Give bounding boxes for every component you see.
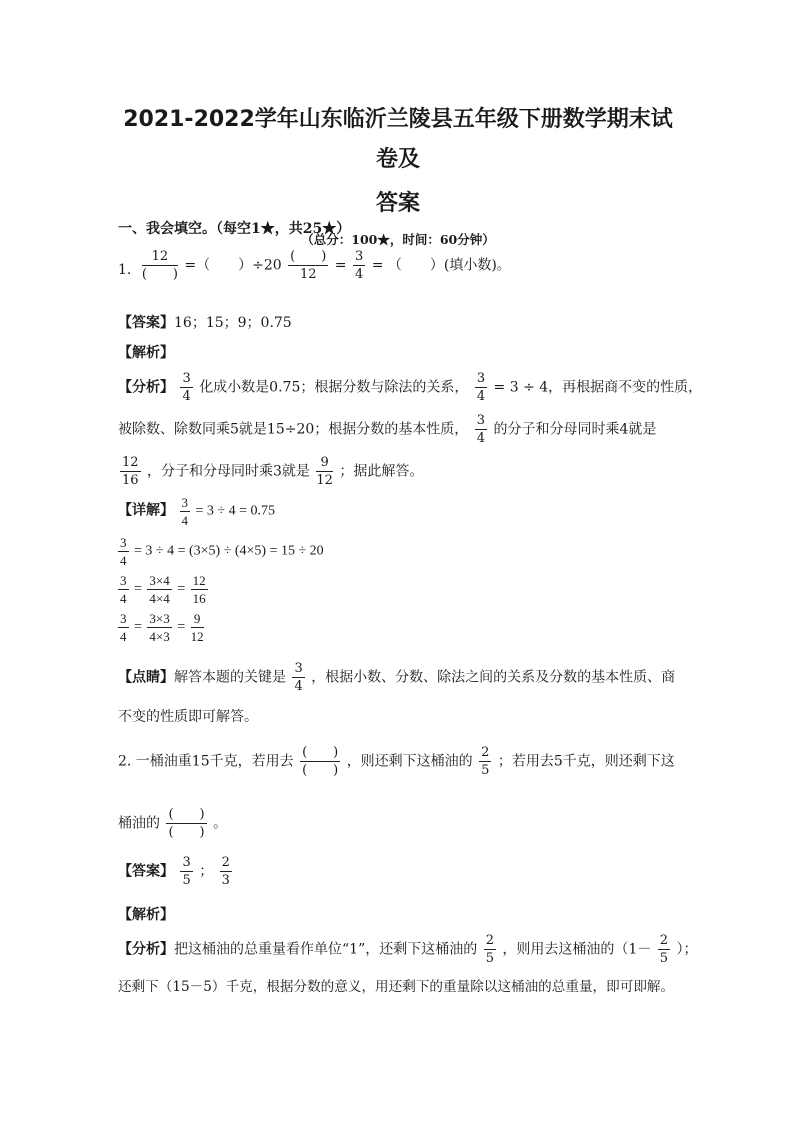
fraction: $\frac{3}{4}$ xyxy=(120,535,127,568)
fraction: $\frac{3}{4}$ xyxy=(476,413,485,446)
section-heading: 一、我会填空。（每空1★，共25★） xyxy=(118,221,351,237)
fraction: $\frac{3}{4}$ xyxy=(120,573,127,606)
answer-line-2: 【答案】 $\frac{3}{5}$ ； $\frac{2}{3}$ xyxy=(118,855,230,888)
fraction: $\frac{12}{( )}$ xyxy=(141,249,178,282)
blank-fraction: $\frac{( )}{( )}$ xyxy=(168,807,205,840)
analysis-2-line-2: 还剩下（15－5）千克，根据分数的意义，用还剩下的重量除以这桶油的总重量，即可即解。 xyxy=(118,979,675,995)
detail-line-3: $\frac{3}{4}$ = $\frac{3\times 4}{4\times 4}$ = $\frac{12}{16}$ xyxy=(120,573,206,606)
question-2-line-2: 桶油的 $\frac{( )}{( )}$ 。 xyxy=(118,807,228,840)
fraction: $\frac{3}{4}$ xyxy=(181,495,188,528)
fraction: $\frac{3}{4}$ xyxy=(182,371,191,404)
analysis-line-2: 被除数、除数同乘5就是15÷20；根据分数的基本性质， $\frac{3}{4}$ 的分子和分母同时乘4就是 xyxy=(118,413,657,446)
answer-value: 16；15；9；0.75 xyxy=(174,315,292,331)
page-title-line2: 答案 xyxy=(375,191,420,216)
question-tail: （ ）(填小数)。 xyxy=(387,257,511,274)
question-1: 1. $\frac{12}{( )}$ =（ ）÷20 $\frac{( )}{12}$ = $\frac{3}{4}$ = （ ）(填小数)。 xyxy=(118,249,511,282)
fraction: $\frac{2}{5}$ xyxy=(481,745,490,778)
question-number: 1. xyxy=(118,262,132,278)
fraction: $\frac{3\times 3}{4\times 3}$ xyxy=(149,611,170,644)
analysis-label-2: 【解析】 xyxy=(118,907,174,923)
question-2-line-1: 2. 一桶油重15千克，若用去 $\frac{( )}{( )}$ ，则还剩下这桶油的 $\frac{2}{5}$ ；若用去5千克，则还剩下这 xyxy=(118,745,675,778)
page-title: 2021-2022学年山东临沂兰陵县五年级下册数学期末试卷及 xyxy=(123,107,673,172)
analysis-2-line-1: 【分析】把这桶油的总重量看作单位“1”，还剩下这桶油的 $\frac{2}{5}$ ，则用去这桶油的（1－ $\frac{2}{5}$ ）； xyxy=(118,933,698,966)
fraction: $\frac{3}{4}$ xyxy=(294,661,303,694)
blank-fraction: $\frac{( )}{( )}$ xyxy=(302,745,339,778)
key-point-line-2: 不变的性质即可解答。 xyxy=(118,709,258,725)
fraction: $\frac{9}{12}$ xyxy=(316,455,333,488)
exam-subtitle: （总分：100★，时间：60分钟） xyxy=(301,232,495,247)
key-point-line-1: 【点睛】解答本题的关键是 $\frac{3}{4}$ ，根据小数、分数、除法之间的关系及分数的基本性质、商 xyxy=(118,661,676,694)
analysis-label: 【解析】 xyxy=(118,345,174,361)
answer-line xyxy=(118,312,292,334)
detail-line-4: $\frac{3}{4}$ = $\frac{3\times 3}{4\times 3}$ = $\frac{9}{12}$ xyxy=(120,611,204,644)
analysis-line-3: $\frac{12}{16}$ ，分子和分母同时乘3就是 $\frac{9}{12}$ ；据此解答。 xyxy=(122,455,424,488)
detail-line-2: $\frac{3}{4}$ = 3 ÷ 4 = (3×5) ÷ (4×5) = 15 ÷ 20 xyxy=(120,535,324,568)
fraction: $\frac{3\times 4}{4\times 4}$ xyxy=(149,573,170,606)
fraction: $\frac{2}{5}$ xyxy=(659,933,669,966)
fraction: $\frac{3}{4}$ xyxy=(120,611,127,644)
fraction: $\frac{3}{4}$ xyxy=(354,249,364,282)
fraction: $\frac{3}{4}$ xyxy=(476,371,486,404)
equation-text: =（ ）÷20 xyxy=(184,257,282,274)
document-page xyxy=(118,100,703,995)
fraction: $\frac{2}{3}$ xyxy=(221,855,230,888)
fraction: $\frac{12}{16}$ xyxy=(122,455,139,488)
fraction: $\frac{12}{16}$ xyxy=(192,573,206,606)
answer-label: 【答案】 xyxy=(118,315,174,331)
analysis-line-1: 【分析】 $\frac{3}{4}$ 化成小数是0.75；根据分数与除法的关系， $\frac{3}{4}$ = 3 ÷ 4，再根据商不变的性质， xyxy=(118,371,703,404)
fraction: $\frac{3}{5}$ xyxy=(182,855,191,888)
fraction: $\frac{( )}{12}$ xyxy=(290,249,327,282)
detail-line-1: 【详解】 $\frac{3}{4}$ = 3 ÷ 4 = 0.75 xyxy=(118,495,275,528)
fraction: $\frac{9}{12}$ xyxy=(190,611,204,644)
fraction: $\frac{2}{5}$ xyxy=(485,933,494,966)
